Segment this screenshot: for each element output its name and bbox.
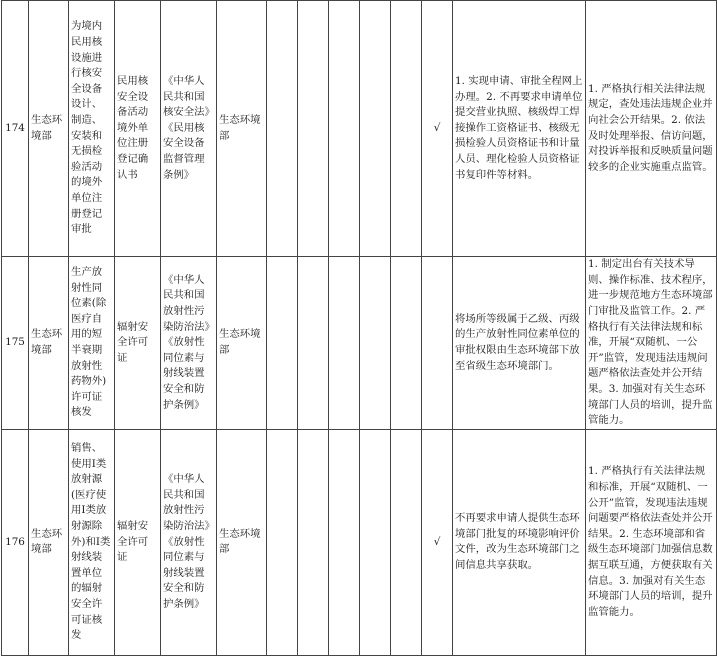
blank-cell [329,1,360,257]
row-number: 174 [2,1,29,257]
check-mark-cell: √ [422,429,453,655]
legal-basis-cell: 《中华人民共和国核安全法》《民用核安全设备监督管理条例》 [161,1,217,257]
matter-cell: 生产放射性同位素(除医疗自用的短半衰期放射性药物外)许可证核发 [69,257,115,430]
approving-dept-cell: 生态环境部 [217,429,267,655]
table-row [2,1,717,257]
blank-cell [329,257,360,430]
measures-cell: 不再要求申请人提供生态环境部门批复的环境影响评价文件，改为生态环境部门之间信息共享获取。 [453,429,586,655]
department-cell: 生态环境部 [29,1,69,257]
approving-dept-cell: 生态环境部 [217,1,267,257]
blank-cell [267,1,298,257]
row-number: 175 [2,257,29,430]
reform-item-cell: 辐射安全许可证 [115,429,161,655]
supervision-cell: 1. 严格执行有关法律法规和标准，开展“双随机、一公开”监管，发现违法违规问题要严格依法查处并公开结果。2. 生态环境部和省级生态环境部门加强信息数据互联互通，方便获取有关信息。3. 加强对有关生态环境部门人员的培训，提升监管能力。 [586,429,717,655]
matter-cell: 销售、使用Ⅰ类放射源(医疗使用Ⅰ类放射源除外)和Ⅰ类射线装置单位的辐射安全许可证核发 [69,429,115,655]
blank-cell [298,1,329,257]
blank-cell [360,429,391,655]
blank-cell [391,257,422,430]
table-row [2,257,717,430]
approving-dept-cell: 生态环境部 [217,257,267,430]
blank-cell [360,1,391,257]
blank-cell [267,257,298,430]
reform-item-cell: 民用核安全设备活动境外单位注册登记确认书 [115,1,161,257]
blank-cell [391,1,422,257]
legal-basis-cell: 《中华人民共和国放射性污染防治法》《放射性同位素与射线装置安全和防护条例》 [161,257,217,430]
blank-cell [298,257,329,430]
supervision-cell: 1. 严格执行相关法律法规规定，查处违法违规企业并向社会公开结果。2. 依法及时处理举报、信访问题，对投诉举报和反映质量问题较多的企业实施重点监管。 [586,1,717,257]
blank-cell [391,429,422,655]
measures-cell: 1. 实现申请、审批全程网上办理。2. 不再要求申请单位提交营业执照、核级焊工焊接操作工资格证书、核级无损检验人员资格证书和计量人员、理化检验人员资格证书复印件等材料。 [453,1,586,257]
blank-cell [329,429,360,655]
check-mark-cell [422,257,453,430]
matter-cell: 为境内民用核设施进行核安全设备设计、制造、安装和无损检验活动的境外单位注册登记审批 [69,1,115,257]
reform-table [1,0,717,656]
reform-item-cell: 辐射安全许可证 [115,257,161,430]
blank-cell [298,429,329,655]
check-mark-cell: √ [422,1,453,257]
table-row [2,429,717,655]
row-number: 176 [2,429,29,655]
legal-basis-cell: 《中华人民共和国放射性污染防治法》《放射性同位素与射线装置安全和防护条例》 [161,429,217,655]
supervision-cell: 1. 制定出台有关技术导则、操作标准、技术程序，进一步规范地方生态环境部门审批及监管工作。2. 严格执行有关法律法规和标准，开展“双随机、一公开”监管，发现违法违规问题严格依法查处并公开结果。3. 加强对有关生态环境部门人员的培训，提升监管能力。 [586,257,717,430]
blank-cell [360,257,391,430]
blank-cell [267,429,298,655]
department-cell: 生态环境部 [29,429,69,655]
department-cell: 生态环境部 [29,257,69,430]
measures-cell: 将场所等级属于乙级、丙级的生产放射性同位素单位的审批权限由生态环境部下放至省级生态环境部门。 [453,257,586,430]
